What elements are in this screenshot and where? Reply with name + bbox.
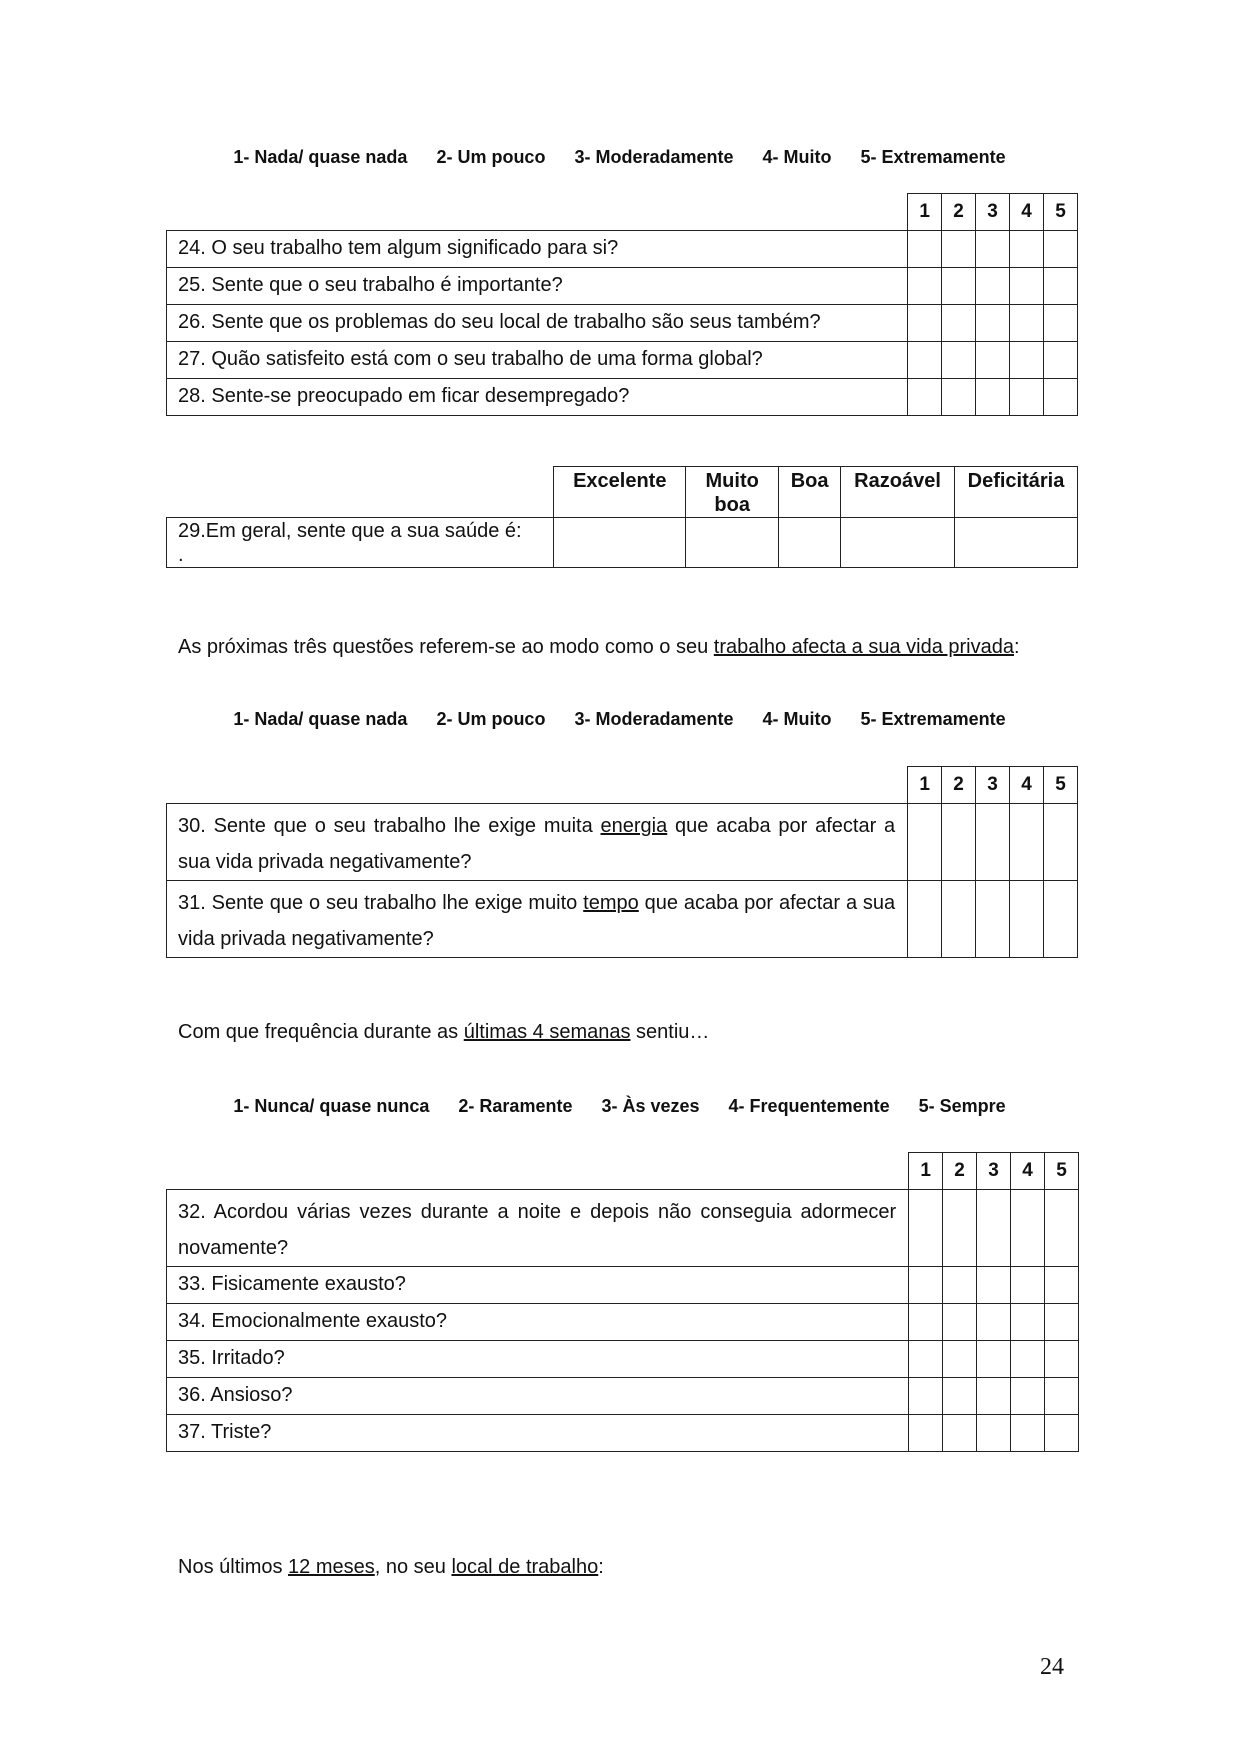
answer-cell[interactable]	[779, 518, 841, 568]
answer-cell[interactable]	[1010, 881, 1044, 958]
page-number: 24	[1040, 1654, 1064, 1680]
rating-header-deficitaria: Deficitária	[955, 467, 1078, 518]
scale-option: 5- Extremamente	[860, 147, 1006, 167]
answer-cell[interactable]	[1011, 1341, 1045, 1378]
answer-cell[interactable]	[1044, 1267, 1078, 1304]
answer-cell[interactable]	[1044, 1378, 1078, 1415]
answer-cell[interactable]	[943, 1267, 977, 1304]
answer-cell[interactable]	[1044, 1415, 1078, 1452]
answer-cell[interactable]	[908, 881, 942, 958]
question-text: 34. Emocionalmente exausto?	[167, 1304, 909, 1341]
answer-cell[interactable]	[942, 305, 976, 342]
answer-cell[interactable]	[1043, 305, 1077, 342]
answer-cell[interactable]	[942, 231, 976, 268]
answer-cell[interactable]	[1043, 231, 1077, 268]
question-29-dot: .	[178, 544, 184, 566]
question-text: 32. Acordou várias vezes durante a noite e depois não conseguia adormecer novamente?	[167, 1190, 909, 1267]
scale-option: 5- Extremamente	[860, 709, 1006, 729]
scale-option: 1- Nunca/ quase nunca	[233, 1096, 430, 1116]
answer-cell[interactable]	[1043, 804, 1077, 881]
header-row	[167, 194, 1078, 231]
answer-cell[interactable]	[908, 804, 942, 881]
table-row	[167, 1304, 1079, 1341]
table-row	[167, 1267, 1079, 1304]
answer-cell[interactable]	[1043, 881, 1077, 958]
column-header: 4	[1010, 194, 1044, 231]
scale-option: 3- Às vezes	[601, 1096, 700, 1116]
scale-option: 4- Muito	[762, 147, 832, 167]
scale-option: 4- Muito	[762, 709, 832, 729]
answer-cell[interactable]	[1044, 1304, 1078, 1341]
scale-option: 2- Um pouco	[436, 709, 546, 729]
answer-cell[interactable]	[909, 1341, 943, 1378]
answer-cell[interactable]	[908, 305, 942, 342]
answer-cell[interactable]	[943, 1415, 977, 1452]
answer-cell[interactable]	[943, 1378, 977, 1415]
answer-cell[interactable]	[942, 342, 976, 379]
rating-header-muito-boa: Muito boa	[686, 467, 779, 518]
answer-cell[interactable]	[942, 268, 976, 305]
rating-header-excelente: Excelente	[554, 467, 686, 518]
column-header: 5	[1043, 194, 1077, 231]
header-row	[167, 467, 1078, 518]
column-header: 2	[943, 1153, 977, 1190]
answer-cell[interactable]	[977, 1304, 1011, 1341]
column-header: 1	[909, 1153, 943, 1190]
answer-cell[interactable]	[1043, 379, 1077, 416]
question-table-24-28	[166, 193, 1078, 416]
answer-cell[interactable]	[909, 1378, 943, 1415]
rating-header-boa: Boa	[779, 467, 841, 518]
health-rating-table	[166, 466, 1078, 568]
response-scale-legend	[0, 147, 1239, 168]
question-text: 36. Ansioso?	[167, 1378, 909, 1415]
answer-cell[interactable]	[977, 1415, 1011, 1452]
scale-option: 2- Raramente	[458, 1096, 573, 1116]
scale-option: 4- Frequentemente	[728, 1096, 890, 1116]
question-text: 33. Fisicamente exausto?	[167, 1267, 909, 1304]
answer-cell[interactable]	[977, 1378, 1011, 1415]
answer-cell[interactable]	[1010, 231, 1044, 268]
answer-cell[interactable]	[943, 1341, 977, 1378]
answer-cell[interactable]	[841, 518, 955, 568]
answer-cell[interactable]	[977, 1267, 1011, 1304]
question-text	[167, 518, 554, 568]
question-text: 24. O seu trabalho tem algum significado para si?	[167, 231, 908, 268]
table-row	[167, 1341, 1079, 1378]
answer-cell[interactable]	[1010, 379, 1044, 416]
column-header: 3	[976, 767, 1010, 804]
header-row	[167, 767, 1078, 804]
question-text: 37. Triste?	[167, 1415, 909, 1452]
answer-cell[interactable]	[976, 379, 1010, 416]
table-row	[167, 1415, 1079, 1452]
table-row	[167, 1190, 1079, 1267]
table-row	[167, 342, 1078, 379]
rating-header-razoavel: Razoável	[841, 467, 955, 518]
table-row	[167, 1378, 1079, 1415]
answer-cell[interactable]	[1011, 1378, 1045, 1415]
scale-option: 1- Nada/ quase nada	[233, 147, 408, 167]
answer-cell[interactable]	[943, 1190, 977, 1267]
column-header: 3	[976, 194, 1010, 231]
answer-cell[interactable]	[554, 518, 686, 568]
answer-cell[interactable]	[1044, 1341, 1078, 1378]
answer-cell[interactable]	[1011, 1415, 1045, 1452]
answer-cell[interactable]	[977, 1341, 1011, 1378]
answer-cell[interactable]	[977, 1190, 1011, 1267]
column-header: 5	[1043, 767, 1077, 804]
table-row	[167, 881, 1078, 958]
intro-workplace: Nos últimos 12 meses, no seu local de trabalho:	[178, 1556, 604, 1578]
question-table-32-37	[166, 1152, 1079, 1452]
scale-option: 3- Moderadamente	[574, 147, 734, 167]
scale-option: 5- Sempre	[918, 1096, 1006, 1116]
answer-cell[interactable]	[976, 881, 1010, 958]
table-row	[167, 804, 1078, 881]
column-header: 4	[1010, 767, 1044, 804]
answer-cell[interactable]	[943, 1304, 977, 1341]
question-text: 27. Quão satisfeito está com o seu trabalho de uma forma global?	[167, 342, 908, 379]
scale-option: 1- Nada/ quase nada	[233, 709, 408, 729]
answer-cell[interactable]	[1010, 268, 1044, 305]
question-text: 28. Sente-se preocupado em ficar desempregado?	[167, 379, 908, 416]
answer-cell[interactable]	[686, 518, 779, 568]
answer-cell[interactable]	[908, 379, 942, 416]
response-scale-legend	[0, 709, 1239, 730]
answer-cell[interactable]	[976, 231, 1010, 268]
table-row	[167, 305, 1078, 342]
scale-option: 3- Moderadamente	[574, 709, 734, 729]
intro-frequency: Com que frequência durante as últimas 4 semanas sentiu…	[178, 1021, 710, 1043]
answer-cell[interactable]	[1011, 1304, 1045, 1341]
column-header: 4	[1011, 1153, 1045, 1190]
answer-cell[interactable]	[908, 268, 942, 305]
answer-cell[interactable]	[942, 379, 976, 416]
answer-cell[interactable]	[976, 268, 1010, 305]
column-header: 2	[942, 767, 976, 804]
question-text: 26. Sente que os problemas do seu local de trabalho são seus também?	[167, 305, 908, 342]
answer-cell[interactable]	[942, 881, 976, 958]
intro-private-life: As próximas três questões referem-se ao modo como o seu trabalho afecta a sua vida privada:	[178, 636, 1020, 658]
answer-cell[interactable]	[1043, 342, 1077, 379]
answer-cell[interactable]	[908, 342, 942, 379]
table-row	[167, 379, 1078, 416]
table-row	[167, 231, 1078, 268]
answer-cell[interactable]	[942, 804, 976, 881]
answer-cell[interactable]	[1044, 1190, 1078, 1267]
answer-cell[interactable]	[909, 1415, 943, 1452]
answer-cell[interactable]	[976, 342, 1010, 379]
question-text: 31. Sente que o seu trabalho lhe exige muito tempo que acaba por afectar a sua vida privada negativamente?	[167, 881, 908, 958]
column-header: 5	[1044, 1153, 1078, 1190]
column-header: 2	[942, 194, 976, 231]
answer-cell[interactable]	[1010, 804, 1044, 881]
answer-cell[interactable]	[909, 1190, 943, 1267]
column-header: 1	[908, 767, 942, 804]
table-row	[167, 268, 1078, 305]
question-text: 35. Irritado?	[167, 1341, 909, 1378]
answer-cell[interactable]	[976, 804, 1010, 881]
answer-cell[interactable]	[955, 518, 1078, 568]
answer-cell[interactable]	[1011, 1190, 1045, 1267]
question-text: 25. Sente que o seu trabalho é importante?	[167, 268, 908, 305]
answer-cell[interactable]	[1011, 1267, 1045, 1304]
table-row	[167, 518, 1078, 568]
column-header: 3	[977, 1153, 1011, 1190]
scale-option: 2- Um pouco	[436, 147, 546, 167]
answer-cell[interactable]	[976, 305, 1010, 342]
answer-cell[interactable]	[1010, 305, 1044, 342]
header-row	[167, 1153, 1079, 1190]
question-text: 30. Sente que o seu trabalho lhe exige muita energia que acaba por afectar a sua vida privada negativamente?	[167, 804, 908, 881]
answer-cell[interactable]	[909, 1304, 943, 1341]
question-29-label: 29.Em geral, sente que a sua saúde é:	[178, 520, 522, 542]
column-header: 1	[908, 194, 942, 231]
answer-cell[interactable]	[1043, 268, 1077, 305]
frequency-scale-legend	[0, 1096, 1239, 1117]
answer-cell[interactable]	[1010, 342, 1044, 379]
answer-cell[interactable]	[909, 1267, 943, 1304]
question-table-30-31	[166, 766, 1078, 958]
answer-cell[interactable]	[908, 231, 942, 268]
